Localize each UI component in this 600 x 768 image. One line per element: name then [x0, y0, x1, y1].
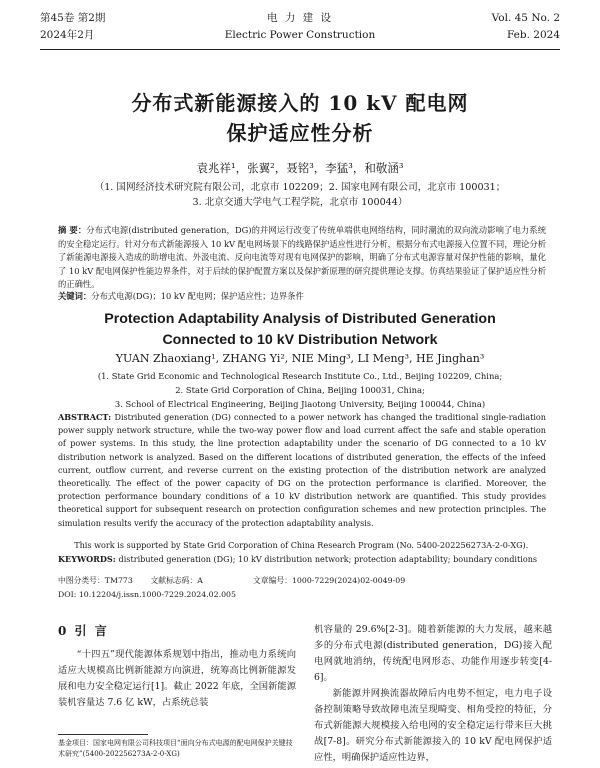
header-journal-cn: 电 力 建 设: [266, 12, 333, 24]
keywords-cn-label: 关键词：: [58, 291, 92, 301]
intro-paragraph-1: “十四五”现代能源体系规划中指出，推动电力系统向适应大规模高比例新能源方向演进，统筹高比例新能源发展和电力安全稳定运行[1]。截止 2022 年底，全国新能源装机容量达 7.6 亿 kW，占系统总装: [58, 649, 296, 708]
header-right: [492, 10, 560, 44]
authors-en: YUAN Zhaoxiang¹, ZHANG Yi², NIE Ming³, LI Meng³, HE Jinghan³: [115, 352, 485, 365]
affil-cn-line-2: 3. 北京交通大学电气工程学院，北京市 100044）: [192, 197, 408, 208]
footnote-rule: [58, 734, 148, 735]
keywords-en: [58, 553, 546, 565]
abstract-cn-label: 摘 要：: [58, 225, 87, 235]
article-number: 文章编号：1000-7229(2024)02-0049-09: [252, 576, 406, 585]
classification-row: [58, 575, 546, 587]
affil-cn-line-1: （1. 国网经济技术研究院有限公司，北京市 102209；2. 国家电网有限公司，北京市 100031；: [94, 182, 506, 193]
title-en: [40, 309, 560, 351]
body-column-right: [314, 622, 552, 766]
header-rule: [40, 49, 560, 50]
header-journal-en: Electric Power Construction: [224, 29, 376, 41]
title-en-line-2: Connected to 10 kV Distribution Network: [162, 332, 438, 348]
abstract-en-label: ABSTRACT:: [58, 412, 115, 422]
section-heading-introduction: 0 引 言: [58, 624, 109, 638]
keywords-cn: [58, 290, 546, 302]
clc-number: 中图分类号：TM773: [58, 576, 133, 585]
header-date-en: Feb. 2024: [506, 29, 560, 41]
intro-paragraph-3: 新能源并网换流器故障后内电势不恒定，电力电子设备控制策略导致故障电流呈现畸变、相角受控的特征，分布式新能源大规模接入给电网的安全稳定运行带来巨大挑战[7-8]。研究分布式新能源接入的 10 kV 配电网保护适应性，明确保护适应性边界，: [314, 688, 552, 763]
abstract-cn-text: 分布式电源(distributed generation，DG)的并网运行改变了传统单端供电网络结构，同时潮流的双向流动影响了电力系统的安全稳定运行。针对分布式新能源接入 10 kV 配电网场景下的线路保护适应性进行分析，根据分布式电源接入位置不同，理论分析了新能源电源接入造成的助增电流、外汲电流、反向电流等对现有电网保护的影响，明确了分布式电源容量对保护性能的影响，量化了 10 kV 配电网保护性能边界条件，对于后续的保护配置方案以及保护新原理的研究提供理论支撑。仿真结果验证了保护适应性分析的正确性。: [58, 225, 547, 290]
running-header: [40, 10, 560, 48]
keywords-en-label: KEYWORDS:: [58, 554, 119, 564]
keywords-cn-text: 分布式电源(DG)；10 kV 配电网；保护适应性；边界条件: [91, 291, 304, 301]
header-center: [40, 10, 560, 44]
title-en-line-1: Protection Adaptability Analysis of Distributed Generation: [104, 311, 496, 327]
body-column-left: [58, 622, 296, 711]
affil-en-line-1: (1. State Grid Economic and Technological Research Institute Co., Ltd., Beijing 102209, China;: [97, 371, 503, 381]
keywords-en-text: distributed generation (DG); 10 kV distribution network; protection adaptability; boundary conditions: [118, 554, 538, 564]
title-cn-line-1: 分布式新能源接入的 10 kV 配电网: [131, 91, 469, 115]
abstract-cn: [58, 224, 546, 292]
document-code: 文献标志码：A: [150, 576, 203, 585]
title-cn-line-2: 保护适应性分析: [226, 121, 374, 145]
authors-cn: 袁兆祥¹，张翼²，聂铭³，李猛³，和敬涵³: [196, 161, 404, 175]
affil-en-line-2: 2. State Grid Corporation of China, Beijing 100031, China;: [175, 385, 425, 395]
abstract-en: [58, 411, 546, 530]
abstract-en-text: Distributed generation (DG) connected to a power network has changed the traditional single-radiation power supply network structure, while the two-way power flow and load current affect the safe and stable operation of power systems. In this study, the line protection adaptability under the scenario of DG connected to a 10 kV distribution network is analyzed. Based on the different locations of distributed generation, the effects of the infeed current, outflow current, and reverse current on the existing protection of the distribution network are analyzed theoretically. The effect of the power capacity of DG on the protection performance is clarified. Moreover, the protection performance boundary conditions of a 10 kV distribution network are quantified. This study provides theoretical support for subsequent research on protection configuration schemes and new protection principles. The simulation results verify the accuracy of the protection adaptability analysis.: [58, 412, 546, 528]
affil-en-line-3: 3. School of Electrical Engineering, Beijing Jiaotong University, Beijing 100044, China): [114, 399, 486, 409]
header-vol-issue-cn: 第45卷 第2期: [40, 12, 106, 24]
header-vol-issue-en: Vol. 45 No. 2: [491, 12, 560, 24]
affiliations-cn: [40, 180, 560, 210]
support-statement-en: This work is supported by State Grid Corporation of China Research Program (No. 5400-202256273A-2-0-XG).: [74, 540, 529, 550]
affiliations-en: [40, 369, 560, 411]
doi: DOI: 10.12204/j.issn.1000-7229.2024.02.005: [58, 590, 236, 599]
intro-paragraph-2: 机容量的 29.6%[2-3]。随着新能源的大力发展，越来越多的分布式电源(distributed generation，DG)接入配电网就地消纳，传统配电网形态、功能作用逐步转变[4-6]。: [314, 624, 552, 683]
title-cn: [40, 88, 560, 148]
header-date-cn: 2024年2月: [40, 29, 95, 41]
funding-footnote: 基金项目：国家电网有限公司科技项目“面向分布式电源的配电网保护关键技术研究”(5400-202256273A-2-0-XG): [58, 739, 293, 758]
